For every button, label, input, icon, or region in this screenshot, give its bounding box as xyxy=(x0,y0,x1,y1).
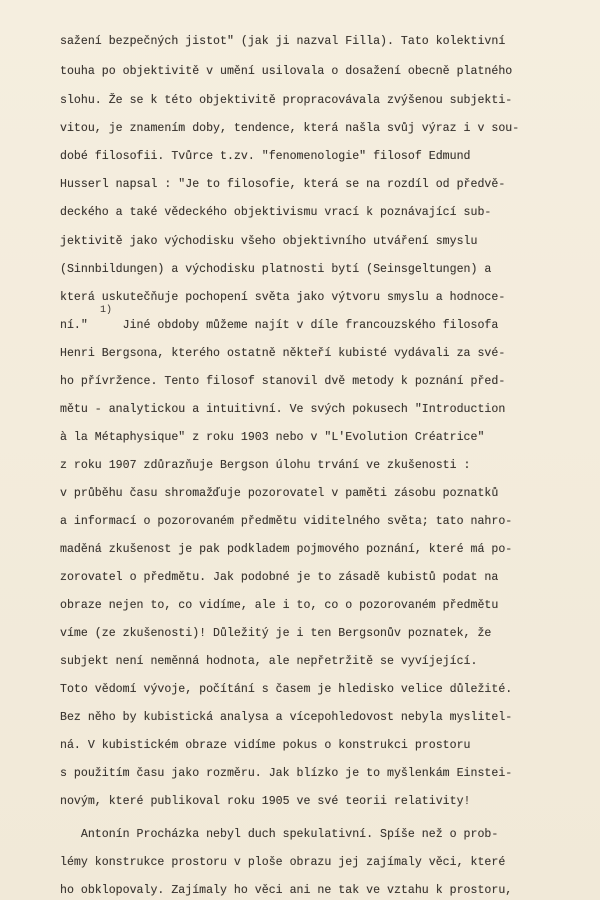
text-line-11: ní." Jiné obdoby můžeme najít v díle francouzského filosofa xyxy=(60,319,499,332)
text-line-17: v průběhu času shromažďuje pozorovatel v paměti zásobu poznatků xyxy=(60,487,499,500)
text-line-16: z roku 1907 zdůrazňuje Bergson úlohu trvání ve zkušenosti : xyxy=(60,459,471,472)
text-line-27: s použitím času jako rozměru. Jak blízko je to myšlenkám Einstei- xyxy=(60,767,513,780)
text-line-21: obraze nejen to, co vidíme, ale i to, co o pozorovaném předmětu xyxy=(60,599,499,612)
text-line-22: víme (ze zkušenosti)! Důležitý je i ten Bergsonův poznatek, že xyxy=(60,627,492,640)
text-line-3: slohu. Že se k této objektivitě propracovávala zvýšenou subjekti- xyxy=(60,94,513,107)
text-line-8: jektivitě jako východisku všeho objektivního utváření smyslu xyxy=(60,235,478,248)
text-line-12: Henri Bergsona, kterého ostatně někteří kubisté vydávali za své- xyxy=(60,347,506,360)
text-line-13: ho přívržence. Tento filosof stanovil dvě metody k poznání před- xyxy=(60,375,506,388)
text-line-23: subjekt není neměnná hodnota, ale nepřetržitě se vyvíjející. xyxy=(60,655,478,668)
text-line-5: dobé filosofii. Tvůrce t.zv. "fenomenologie" filosof Edmund xyxy=(60,150,471,163)
text-line-19: maděná zkušenost je pak podkladem pojmového poznání, které má po- xyxy=(60,543,513,556)
text-line-26: ná. V kubistickém obraze vidíme pokus o konstrukci prostoru xyxy=(60,739,471,752)
text-line-6: Husserl napsal : "Je to filosofie, která se na rozdíl od předvě- xyxy=(60,178,506,191)
text-line-1: sažení bezpečných jistot" (jak ji nazval Filla). Tato kolektivní xyxy=(60,35,506,48)
text-line-28: novým, které publikoval roku 1905 ve své teorii relativity! xyxy=(60,795,471,808)
text-line-31: ho obklopovaly. Zajímaly ho věci ani ne tak ve vztahu k prostoru, xyxy=(60,884,513,897)
text-line-2: touha po objektivitě v umění usilovala o dosažení obecně platného xyxy=(60,65,513,78)
text-line-9: (Sinnbildungen) a východisku platnosti bytí (Seinsgeltungen) a xyxy=(60,263,492,276)
text-line-4: vitou, je znamením doby, tendence, která našla svůj výraz i v sou- xyxy=(60,122,520,135)
text-line-14: mětu - analytickou a intuitivní. Ve svých pokusech "Introduction xyxy=(60,403,506,416)
text-line-29: Antonín Procházka nebyl duch spekulativní. Spíše než o prob- xyxy=(60,828,499,841)
text-line-25: Bez něho by kubistická analysa a vícepohledovost nebyla myslitel- xyxy=(60,711,513,724)
footnote-mark: 1) xyxy=(100,305,113,316)
text-line-24: Toto vědomí vývoje, počítání s časem je hledisko velice důležité. xyxy=(60,683,513,696)
text-line-30: lémy konstrukce prostoru v ploše obrazu jej zajímaly věci, které xyxy=(60,856,506,869)
text-line-20: zorovatel o předmětu. Jak podobné je to zásadě kubistů podat na xyxy=(60,571,499,584)
text-line-15: à la Métaphysique" z roku 1903 nebo v "L'Evolution Créatrice" xyxy=(60,431,485,444)
text-line-18: a informací o pozorovaném předmětu viditelného světa; tato nahro- xyxy=(60,515,513,528)
text-line-10: která uskutečňuje pochopení světa jako výtvoru smyslu a hodnoce- xyxy=(60,291,506,304)
text-line-7: deckého a také vědeckého objektivismu vrací k poznávající sub- xyxy=(60,206,492,219)
